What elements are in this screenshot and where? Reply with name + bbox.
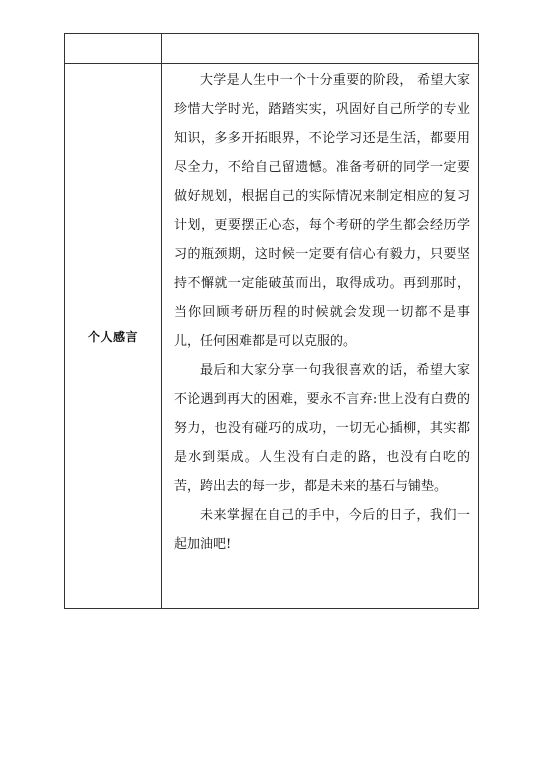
section-body bbox=[162, 64, 479, 609]
header-value-cell bbox=[162, 34, 479, 64]
table-row-personal-reflection bbox=[65, 64, 479, 609]
paragraph-3: 未来掌握在自己的手中，今后的日子，我们一起加油吧! bbox=[174, 508, 470, 552]
form-table bbox=[64, 33, 479, 609]
paragraph-1: 大学是人生中一个十分重要的阶段， 希望大家珍惜大学时光，踏踏实实，巩固好自己所学的专业知识，多多开拓眼界，不论学习还是生活，都要用尽全力，不给自己留遗憾。准备考研的同学一定要做好规划，根据自己的实际情况来制定相应的复习计划，更要摆正心态，每个考研的学生都会经历学习的瓶颈期，这时候一定要有信心有毅力，只要坚持不懈就一定能破茧而出，取得成功。再到那时，当你回顾考研历程的时候就会发现一切都不是事儿，任何困难都是可以克服的。 bbox=[174, 73, 470, 349]
header-label-cell bbox=[65, 34, 162, 64]
table-header-row bbox=[65, 34, 479, 64]
section-label: 个人感言 bbox=[65, 64, 162, 609]
paragraph-2: 最后和大家分享一句我很喜欢的话，希望大家不论遇到再大的困难，要永不言弃:世上没有白费的努力，也没有碰巧的成功，一切无心插柳，其实都是水到渠成。人生没有白走的路，也没有白吃的苦，跨出去的每一步，都是未来的基石与铺垫。 bbox=[174, 363, 470, 494]
